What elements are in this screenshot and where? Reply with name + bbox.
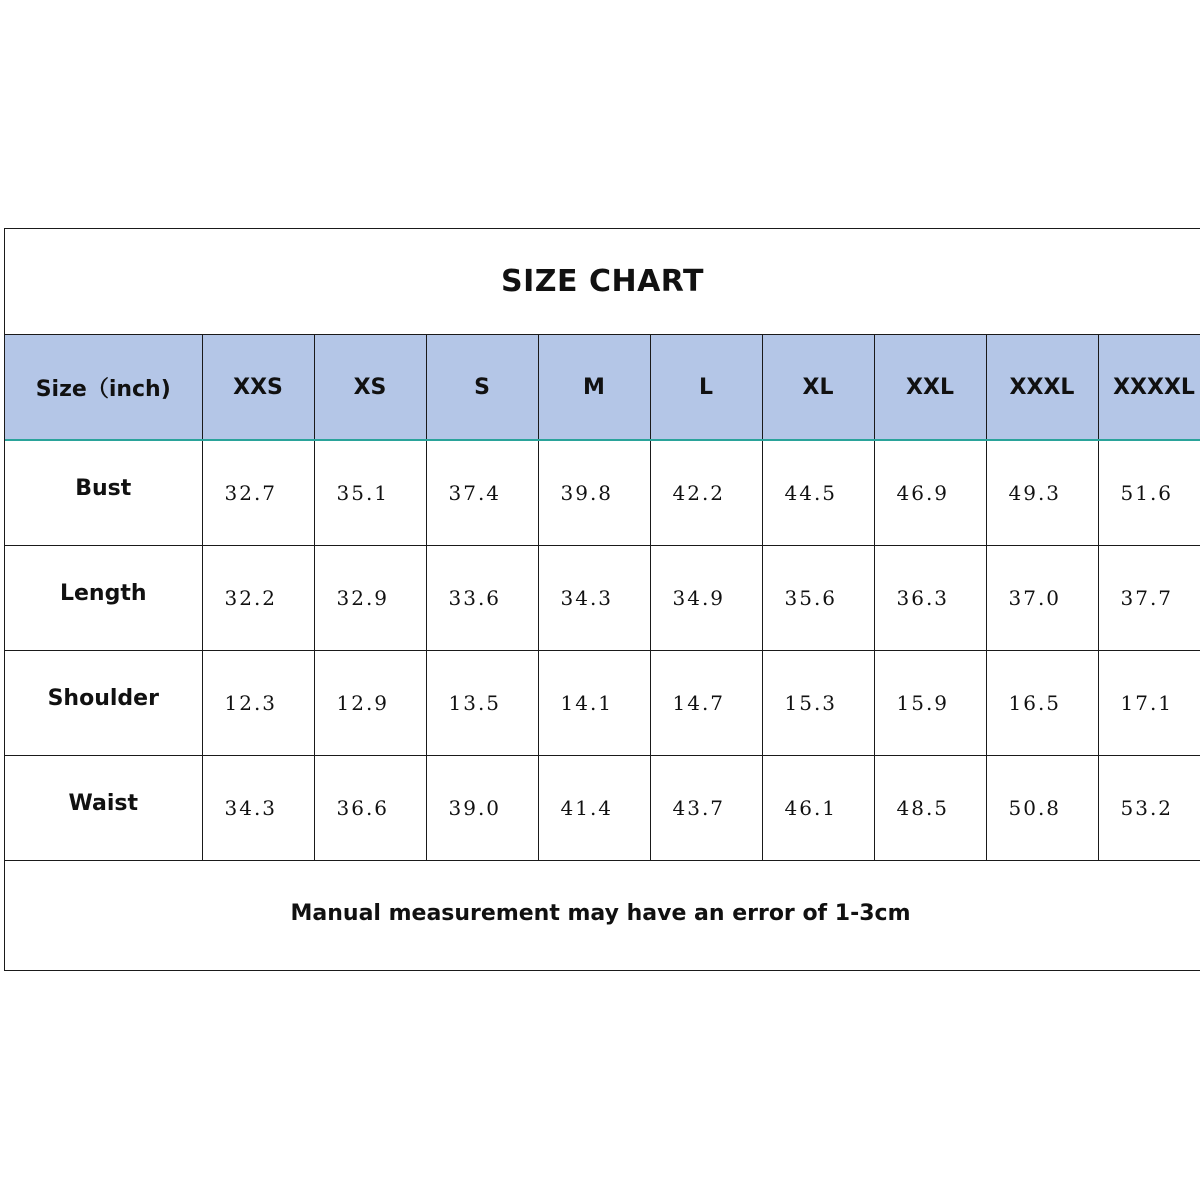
- size-header: XXS: [202, 335, 314, 440]
- size-header: XS: [314, 335, 426, 440]
- table-cell: 35.6: [762, 545, 874, 650]
- table-cell: 39.0: [426, 755, 538, 860]
- size-header: XXL: [874, 335, 986, 440]
- size-chart: [4, 228, 1200, 971]
- table-cell: 37.4: [426, 440, 538, 545]
- header-row: [5, 335, 1200, 440]
- table-row: [5, 755, 1200, 860]
- table-cell: 33.6: [426, 545, 538, 650]
- size-table: [5, 335, 1200, 861]
- table-cell: 42.2: [650, 440, 762, 545]
- table-cell: 16.5: [986, 650, 1098, 755]
- table-cell: 36.6: [314, 755, 426, 860]
- table-cell: 32.2: [202, 545, 314, 650]
- table-cell: 34.3: [538, 545, 650, 650]
- header-label: Size（inch): [5, 335, 202, 440]
- table-cell: 46.1: [762, 755, 874, 860]
- table-cell: 32.7: [202, 440, 314, 545]
- table-row: [5, 440, 1200, 545]
- table-cell: 39.8: [538, 440, 650, 545]
- size-header: XL: [762, 335, 874, 440]
- size-header: S: [426, 335, 538, 440]
- table-cell: 34.3: [202, 755, 314, 860]
- row-label-waist: Waist: [5, 751, 202, 856]
- table-cell: 12.9: [314, 650, 426, 755]
- table-cell: 15.3: [762, 650, 874, 755]
- title-row: [5, 229, 1200, 335]
- table-cell: 49.3: [986, 440, 1098, 545]
- table-cell: 36.3: [874, 545, 986, 650]
- table-cell: 35.1: [314, 440, 426, 545]
- table-cell: 46.9: [874, 440, 986, 545]
- row-label-bust: Bust: [5, 436, 202, 541]
- size-header: XXXL: [986, 335, 1098, 440]
- table-cell: 41.4: [538, 755, 650, 860]
- table-cell: 43.7: [650, 755, 762, 860]
- table-row: [5, 650, 1200, 755]
- row-label-shoulder: Shoulder: [5, 646, 202, 751]
- table-cell: 37.0: [986, 545, 1098, 650]
- table-cell: 51.6: [1098, 440, 1200, 545]
- size-header: L: [650, 335, 762, 440]
- table-cell: 32.9: [314, 545, 426, 650]
- table-cell: 14.1: [538, 650, 650, 755]
- table-cell: 48.5: [874, 755, 986, 860]
- row-label-length: Length: [5, 541, 202, 646]
- table-cell: 14.7: [650, 650, 762, 755]
- table-cell: 15.9: [874, 650, 986, 755]
- table-cell: 34.9: [650, 545, 762, 650]
- table-cell: 12.3: [202, 650, 314, 755]
- measurement-note: Manual measurement may have an error of 1-3cm: [290, 900, 911, 926]
- table-cell: 53.2: [1098, 755, 1200, 860]
- table-row: [5, 545, 1200, 650]
- size-header: XXXXL: [1098, 335, 1200, 440]
- table-cell: 44.5: [762, 440, 874, 545]
- table-cell: 13.5: [426, 650, 538, 755]
- note-row: [5, 861, 1200, 966]
- table-cell: 50.8: [986, 755, 1098, 860]
- table-cell: 37.7: [1098, 545, 1200, 650]
- chart-title: SIZE CHART: [500, 264, 705, 299]
- table-cell: 17.1: [1098, 650, 1200, 755]
- size-header: M: [538, 335, 650, 440]
